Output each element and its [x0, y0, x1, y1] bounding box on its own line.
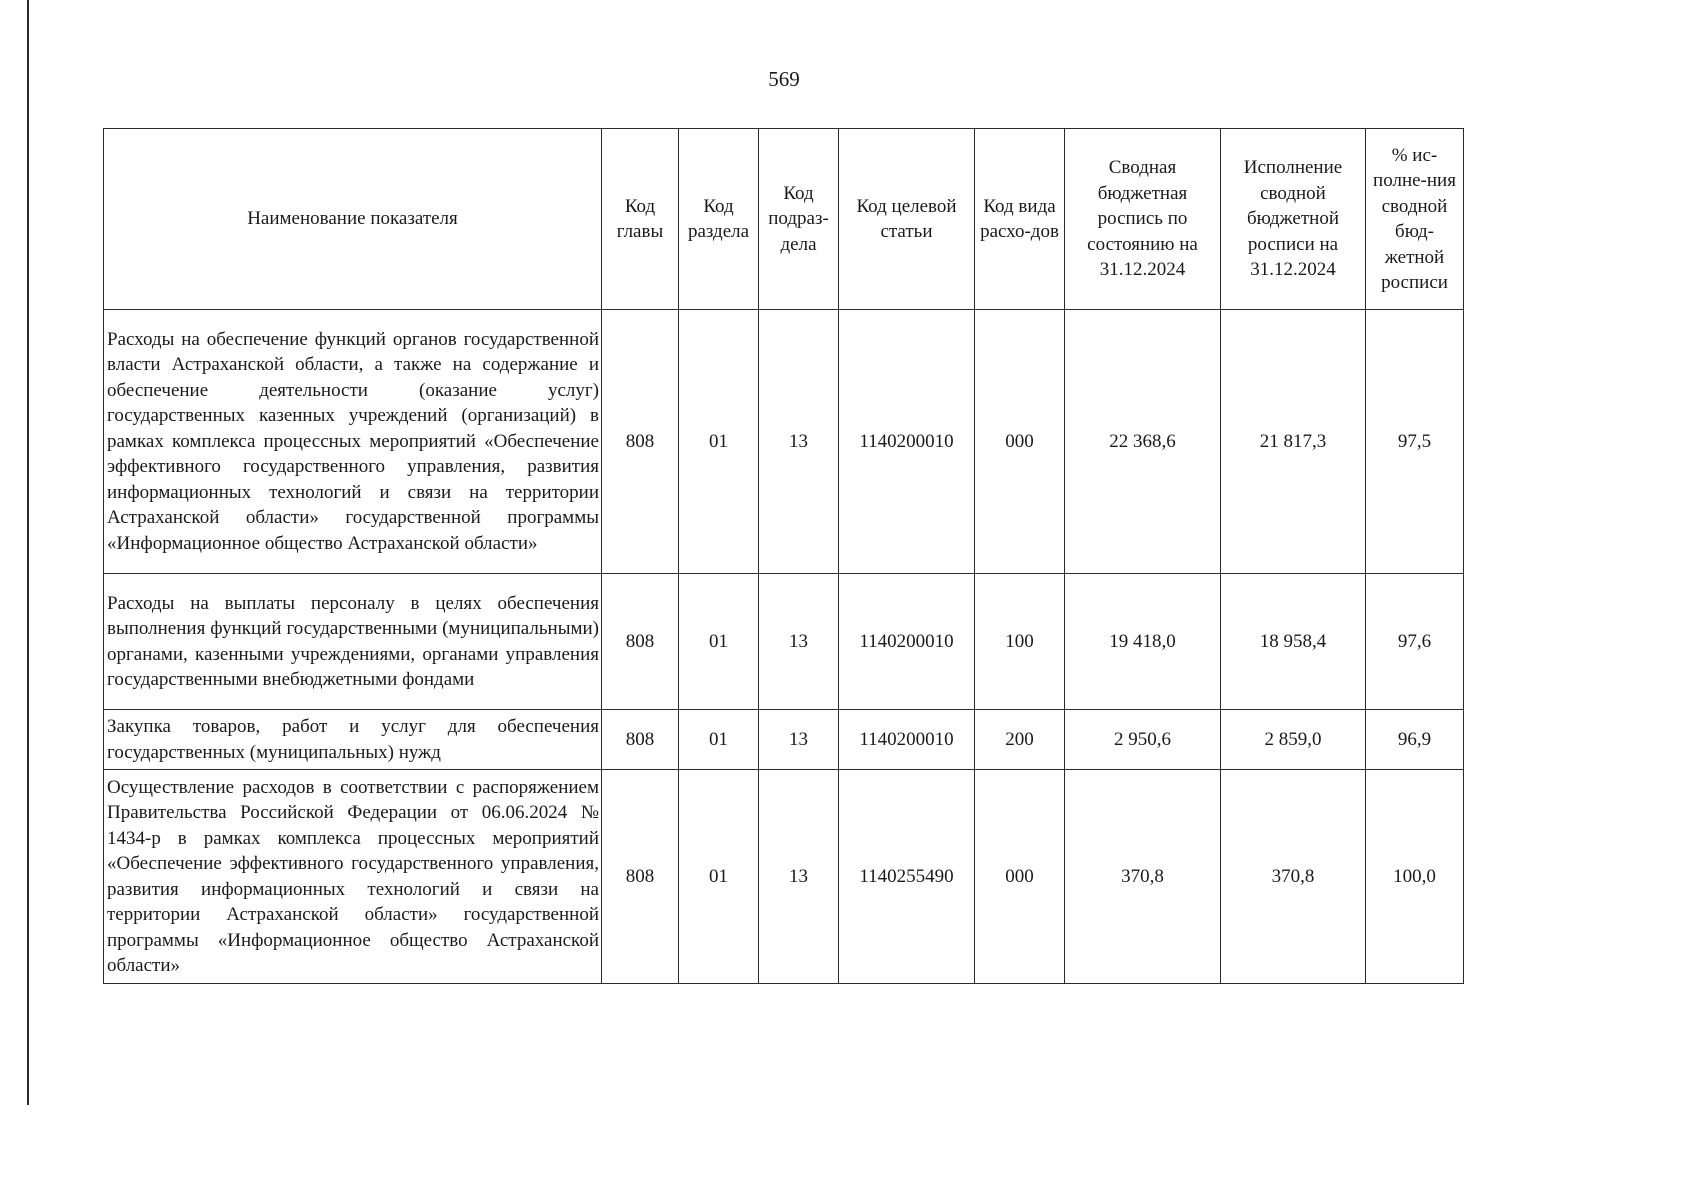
- cell-target-article-code: 1140200010: [839, 710, 975, 770]
- cell-execution: 2 859,0: [1221, 710, 1366, 770]
- cell-percent: 100,0: [1366, 770, 1464, 984]
- cell-target-article-code: 1140200010: [839, 574, 975, 710]
- cell-execution: 370,8: [1221, 770, 1366, 984]
- budget-execution-table: [103, 128, 1464, 984]
- cell-percent: 97,6: [1366, 574, 1464, 710]
- header-chapter-code: Код главы: [602, 129, 679, 310]
- cell-budget-listing: 19 418,0: [1065, 574, 1221, 710]
- cell-section-code: 01: [679, 770, 759, 984]
- cell-indicator-name: Осуществление расходов в соответствии с распоряжением Правительства Российской Федерации от 06.06.2024 № 1434-р в рамках комплекса процессных мероприятий «Обеспечение эффективного государственного управления, развития информационных технологий и связи на территории Астраханской области» государственной программы «Информационное общество Астраханской области»: [104, 770, 602, 984]
- cell-section-code: 01: [679, 310, 759, 574]
- header-percent: % ис-полне-ния сводной бюд-жетной росписи: [1366, 129, 1464, 310]
- cell-subsection-code: 13: [759, 310, 839, 574]
- cell-budget-listing: 370,8: [1065, 770, 1221, 984]
- cell-chapter-code: 808: [602, 574, 679, 710]
- cell-section-code: 01: [679, 710, 759, 770]
- table-row: [104, 710, 1464, 770]
- cell-section-code: 01: [679, 574, 759, 710]
- header-row: [104, 129, 1464, 310]
- cell-budget-listing: 2 950,6: [1065, 710, 1221, 770]
- cell-subsection-code: 13: [759, 574, 839, 710]
- cell-expense-type-code: 000: [975, 770, 1065, 984]
- page-number: 569: [768, 67, 800, 91]
- table-row: [104, 770, 1464, 984]
- cell-subsection-code: 13: [759, 710, 839, 770]
- cell-percent: 97,5: [1366, 310, 1464, 574]
- header-subsection-code: Код подраз-дела: [759, 129, 839, 310]
- cell-chapter-code: 808: [602, 710, 679, 770]
- table-header: [104, 129, 1464, 310]
- cell-expense-type-code: 200: [975, 710, 1065, 770]
- table-row: [104, 310, 1464, 574]
- cell-expense-type-code: 000: [975, 310, 1065, 574]
- cell-subsection-code: 13: [759, 770, 839, 984]
- cell-budget-listing: 22 368,6: [1065, 310, 1221, 574]
- cell-percent: 96,9: [1366, 710, 1464, 770]
- header-indicator-name: Наименование показателя: [104, 129, 602, 310]
- header-target-article-code: Код целевой статьи: [839, 129, 975, 310]
- binding-margin-line: [27, 0, 29, 1105]
- cell-execution: 18 958,4: [1221, 574, 1366, 710]
- cell-target-article-code: 1140200010: [839, 310, 975, 574]
- header-budget-listing: Сводная бюджетная роспись по состоянию на 31.12.2024: [1065, 129, 1221, 310]
- cell-target-article-code: 1140255490: [839, 770, 975, 984]
- cell-expense-type-code: 100: [975, 574, 1065, 710]
- header-expense-type-code: Код вида расхо-дов: [975, 129, 1065, 310]
- cell-indicator-name: Закупка товаров, работ и услуг для обеспечения государственных (муниципальных) нужд: [104, 710, 602, 770]
- cell-chapter-code: 808: [602, 770, 679, 984]
- cell-indicator-name: Расходы на обеспечение функций органов государственной власти Астраханской области, а также на содержание и обеспечение деятельности (оказание услуг) государственных казенных учреждений (организаций) в рамках комплекса процессных мероприятий «Обеспечение эффективного государственного управления, развития информационных технологий и связи на территории Астраханской области» государственной программы «Информационное общество Астраханской области»: [104, 310, 602, 574]
- header-execution: Исполнение сводной бюджетной росписи на 31.12.2024: [1221, 129, 1366, 310]
- cell-execution: 21 817,3: [1221, 310, 1366, 574]
- cell-indicator-name: Расходы на выплаты персоналу в целях обеспечения выполнения функций государственными (муниципальными) органами, казенными учреждениями, органами управления государственными внебюджетными фондами: [104, 574, 602, 710]
- cell-chapter-code: 808: [602, 310, 679, 574]
- table-row: [104, 574, 1464, 710]
- header-section-code: Код раздела: [679, 129, 759, 310]
